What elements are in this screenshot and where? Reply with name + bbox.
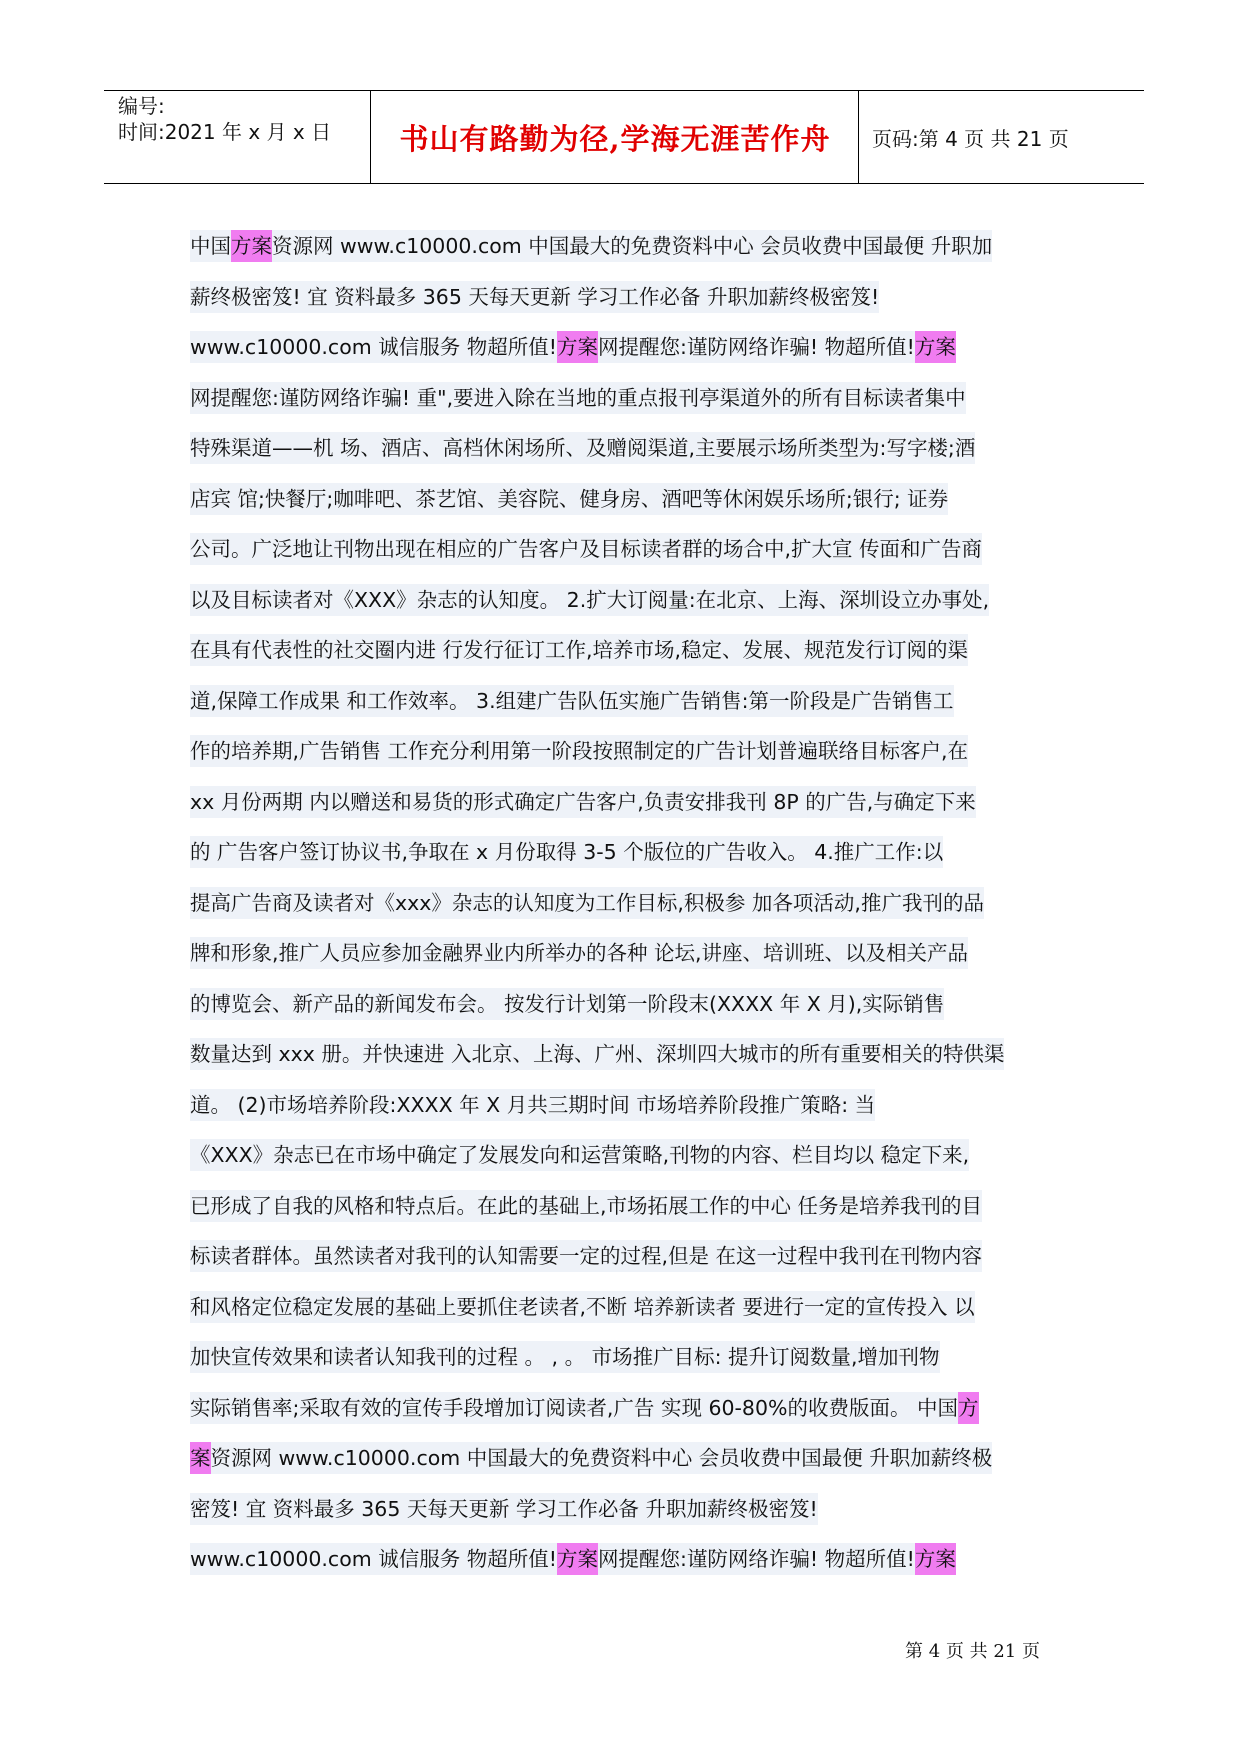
header-divider <box>858 91 859 183</box>
text-segment: 网提醒您:谨防网络诈骗! 物超所值! <box>598 1543 915 1575</box>
text-segment: 以及目标读者对《XXX》杂志的认知度。 2.扩大订阅量:在北京、上海、深圳设立办事处, <box>190 584 989 616</box>
text-segment: 实际销售率;采取有效的宣传手段增加订阅读者,广告 实现 60-80%的收费版面。 中国 <box>190 1392 958 1424</box>
text-line <box>190 1543 1060 1594</box>
header-meta <box>118 91 368 183</box>
text-segment: www.c10000.com 诚信服务 物超所值! <box>190 1543 557 1575</box>
text-segment: 加快宣传效果和读者认知我刊的过程 。 , 。 市场推广目标: 提升订阅数量,增加刊物 <box>190 1341 940 1373</box>
highlighted-keyword: 方案 <box>557 1543 598 1575</box>
text-line <box>190 230 1060 281</box>
text-segment: 《XXX》杂志已在市场中确定了发展发向和运营策略,刊物的内容、栏目均以 稳定下来, <box>190 1139 969 1171</box>
header-motto: 书山有路勤为径,学海无涯苦作舟 <box>399 121 831 156</box>
page-header <box>104 90 1144 184</box>
highlighted-keyword: 方案 <box>231 230 272 262</box>
text-line <box>190 382 1060 433</box>
highlighted-keyword: 案 <box>190 1442 211 1474</box>
text-segment: 店宾 馆;快餐厅;咖啡吧、茶艺馆、美容院、健身房、酒吧等休闲娱乐场所;银行; 证券 <box>190 483 948 515</box>
page-footer-number: 第 4 页 共 21 页 <box>905 1641 1040 1662</box>
text-segment: 密笈! 宜 资料最多 365 天每天更新 学习工作必备 升职加薪终极密笈! <box>190 1493 818 1525</box>
text-segment: 资源网 www.c10000.com 中国最大的免费资料中心 会员收费中国最便 升职加 <box>272 230 992 262</box>
text-line <box>190 786 1060 837</box>
text-line <box>190 1139 1060 1190</box>
text-line <box>190 483 1060 534</box>
text-line <box>190 1089 1060 1140</box>
text-segment: xx 月份两期 内以赠送和易货的形式确定广告客户,负责安排我刊 8P 的广告,与确定下来 <box>190 786 976 818</box>
text-segment: 公司。广泛地让刊物出现在相应的广告客户及目标读者群的场合中,扩大宣 传面和广告商 <box>190 533 982 565</box>
text-line <box>190 1493 1060 1544</box>
time-label: 时间:2021 年 x 月 x 日 <box>118 120 332 144</box>
text-line <box>190 1240 1060 1291</box>
text-line <box>190 533 1060 584</box>
text-segment: 特殊渠道——机 场、酒店、高档休闲场所、及赠阅渠道,主要展示场所类型为:写字楼;酒 <box>190 432 975 464</box>
highlighted-keyword: 方案 <box>915 331 956 363</box>
text-segment: 数量达到 xxx 册。并快速进 入北京、上海、广州、深圳四大城市的所有重要相关的特供渠 <box>190 1038 1004 1070</box>
header-page-code: 页码:第 4 页 共 21 页 <box>872 126 1069 151</box>
text-line <box>190 988 1060 1039</box>
number-label: 编号: <box>118 94 165 118</box>
text-segment: 薪终极密笈! 宜 资料最多 365 天每天更新 学习工作必备 升职加薪终极密笈! <box>190 281 879 313</box>
text-segment: 资源网 www.c10000.com 中国最大的免费资料中心 会员收费中国最便 升职加薪终极 <box>211 1442 993 1474</box>
text-segment: 和风格定位稳定发展的基础上要抓住老读者,不断 培养新读者 要进行一定的宣传投入 以 <box>190 1291 975 1323</box>
text-segment: 道。 (2)市场培养阶段:XXXX 年 X 月共三期时间 市场培养阶段推广策略: 当 <box>190 1089 875 1121</box>
text-line <box>190 331 1060 382</box>
text-line <box>190 584 1060 635</box>
text-line <box>190 1190 1060 1241</box>
text-segment: 网提醒您:谨防网络诈骗! 物超所值! <box>598 331 915 363</box>
text-line <box>190 887 1060 938</box>
text-segment: 的博览会、新产品的新闻发布会。 按发行计划第一阶段末(XXXX 年 X 月),实际销售 <box>190 988 944 1020</box>
highlighted-keyword: 方案 <box>557 331 598 363</box>
text-line <box>190 1038 1060 1089</box>
text-line <box>190 281 1060 332</box>
text-segment: 的 广告客户签订协议书,争取在 x 月份取得 3-5 个版位的广告收入。 4.推广工作:以 <box>190 836 943 868</box>
text-segment: 标读者群体。虽然读者对我刊的认知需要一定的过程,但是 在这一过程中我刊在刊物内容 <box>190 1240 982 1272</box>
text-line <box>190 937 1060 988</box>
text-segment: 中国 <box>190 230 231 262</box>
text-segment: 在具有代表性的社交圈内进 行发行征订工作,培养市场,稳定、发展、规范发行订阅的渠 <box>190 634 968 666</box>
text-segment: 已形成了自我的风格和特点后。在此的基础上,市场拓展工作的中心 任务是培养我刊的目 <box>190 1190 982 1222</box>
text-line <box>190 735 1060 786</box>
header-divider <box>370 91 371 183</box>
highlighted-keyword: 方 <box>958 1392 979 1424</box>
text-line <box>190 1291 1060 1342</box>
text-line <box>190 432 1060 483</box>
text-segment: www.c10000.com 诚信服务 物超所值! <box>190 331 557 363</box>
text-line <box>190 1341 1060 1392</box>
text-line <box>190 634 1060 685</box>
text-line <box>190 836 1060 887</box>
document-body <box>190 230 1060 1594</box>
highlighted-keyword: 方案 <box>915 1543 956 1575</box>
text-line <box>190 1392 1060 1443</box>
text-line <box>190 1442 1060 1493</box>
text-segment: 牌和形象,推广人员应参加金融界业内所举办的各种 论坛,讲座、培训班、以及相关产品 <box>190 937 968 969</box>
text-segment: 道,保障工作成果 和工作效率。 3.组建广告队伍实施广告销售:第一阶段是广告销售工 <box>190 685 954 717</box>
text-segment: 提高广告商及读者对《xxx》杂志的认知度为工作目标,积极参 加各项活动,推广我刊的品 <box>190 887 984 919</box>
text-segment: 作的培养期,广告销售 工作充分利用第一阶段按照制定的广告计划普遍联络目标客户,在 <box>190 735 968 767</box>
text-segment: 网提醒您:谨防网络诈骗! 重",要进入除在当地的重点报刊亭渠道外的所有目标读者集中 <box>190 382 966 414</box>
text-line <box>190 685 1060 736</box>
